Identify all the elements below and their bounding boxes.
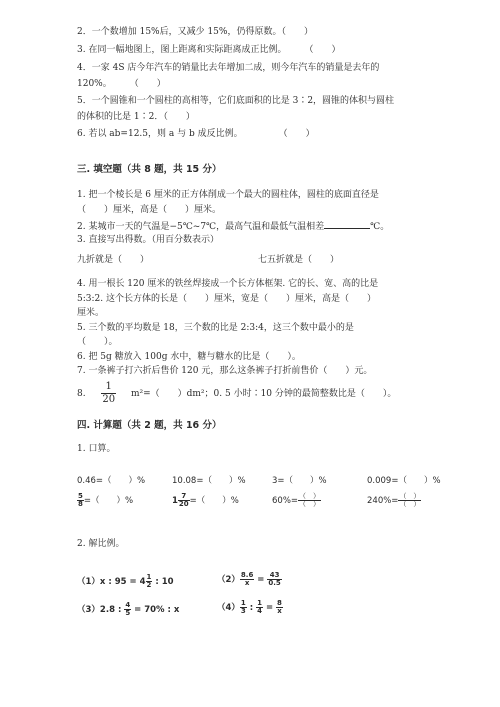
oral-calc-item: 60%= $\frac{( )}{( )}$: [272, 492, 321, 508]
fill-q2-prefix: 2. 某城市一天的气温是−5℃~7℃，最高气温和最低气温相差: [77, 222, 325, 232]
fill-q3: 3. 直接写出得数。（用百分数表示）: [77, 235, 219, 245]
fill-q7: 7. 一条裤子打六折后售价 120 元，那么这条裤子打折前售价（ ）元。: [77, 366, 373, 376]
proportion-eq-1: （1）x : 95 = 4 $\frac{1}{2}$ : 10: [77, 573, 174, 589]
judgement-q3: 3. 在同一幅地图上，图上距离和实际距离成正比例。 （ ）: [77, 45, 341, 55]
fraction: $\frac{( )}{( )}$: [299, 492, 321, 508]
section4-heading: 四. 计算题（共 2 题，共 16 分）: [77, 420, 222, 431]
fraction: $\frac{5}{8}$: [78, 492, 83, 508]
fraction: $\frac{1}{3}$: [240, 599, 246, 615]
oral-calc-item: 10.08=（ ）%: [172, 476, 246, 486]
fill-q5-line1: 5. 三个数的平均数是 18，三个数的比是 2:3:4，这三个数中最小的是: [77, 323, 354, 333]
fraction: $\frac{8}{x}$: [277, 599, 282, 615]
judgement-q5-line1: 5．一个圆锥和一个圆柱的高相等，它们底面积的比是 3∶2，圆锥的体积与圆柱: [77, 96, 395, 106]
fill-q6: 6. 把 5g 糖放入 100g 水中，糖与糖水的比是（ ）。: [77, 352, 301, 362]
oral-calc-item: 0.009=（ ）%: [367, 476, 441, 486]
fill-q8-label: 8.: [77, 389, 86, 399]
oral-calc-item: 0.46=（ ）%: [77, 476, 146, 486]
fill-q2: [77, 219, 389, 234]
fill-q8: [77, 381, 396, 406]
calc-q1: 1. 口算。: [77, 444, 116, 454]
fill-q4-line1: 4. 用一根长 120 厘米的铁丝焊接成一个长方体框架. 它的长、宽、高的比是: [77, 279, 379, 289]
fraction: $\frac{7}{20}$: [178, 492, 189, 508]
judgement-q5-line2: 的体积的比是 1∶2．（ ）: [77, 112, 195, 122]
fill-q1-line1: 1. 把一个棱长是 6 厘米的正方体削成一个最大的圆柱体，圆柱的底面直径是: [77, 190, 379, 200]
fraction: $\frac{1}{4}$: [257, 599, 262, 615]
fill-q8-text: m²=（ ）dm²；0. 5 小时∶10 分钟的最简整数比是（ ）。: [130, 389, 397, 399]
fill-q4-line2: 5:3:2. 这个长方体的长是（ ）厘米，宽是（ ）厘米，高是（ ）: [77, 294, 376, 304]
judgement-q6: 6. 若以 ab=12.5，则 a 与 b 成反比例。 （ ）: [77, 129, 315, 139]
fill-q3-b: 七五折就是（ ）: [258, 255, 340, 265]
fraction: $\frac{8.6}{x}$: [240, 571, 254, 587]
fill-q2-suffix: ℃。: [370, 222, 390, 232]
oral-calc-item: 240%= $\frac{( )}{( )}$: [367, 492, 421, 508]
judgement-q2: 2．一个数增加 15%后，又减少 15%，仍得原数。（ ）: [77, 27, 313, 37]
fraction: $\frac{1}{20}$: [102, 381, 116, 405]
proportion-eq-3: （3）2.8 : $\frac{4}{5}$ = 70% : x: [77, 601, 180, 617]
fill-q4-line3: 厘米。: [77, 308, 105, 318]
judgement-q4-line2: 120%。 （ ）: [77, 79, 166, 89]
fill-q5-line2: （ ）。: [77, 337, 118, 347]
fill-q1-line2: （ ）厘米，高是（ ）厘米。: [77, 205, 222, 215]
fraction: $\frac{( )}{( )}$: [399, 492, 421, 508]
oral-calc-item: 3=（ ）%: [272, 476, 327, 486]
oral-calc-item: 1 $\frac{7}{20}$ =（ ）%: [172, 492, 239, 508]
answer-blank[interactable]: [324, 219, 370, 229]
fill-q3-a: 九折就是（ ）: [77, 255, 150, 265]
proportion-eq-4: （4） $\frac{1}{3}$ : $\frac{1}{4}$ = $\frac{8}{x}$: [217, 599, 282, 615]
oral-calc-item: $\frac{5}{8}$ =（ ）%: [78, 492, 134, 508]
fraction: $\frac{4}{5}$: [125, 601, 131, 617]
section3-heading: 三. 填空题（共 8 题，共 15 分）: [77, 164, 222, 175]
fraction: $\frac{1}{2}$: [146, 573, 152, 589]
judgement-q4-line1: 4．一家 4S 店今年汽车的销量比去年增加二成，则今年汽车的销量是去年的: [77, 63, 380, 73]
fraction: $\frac{43}{0.5}$: [268, 571, 281, 587]
calc-q2: 2. 解比例。: [77, 539, 125, 549]
proportion-eq-2: （2） $\frac{8.6}{x}$ = $\frac{43}{0.5}$: [217, 571, 281, 587]
